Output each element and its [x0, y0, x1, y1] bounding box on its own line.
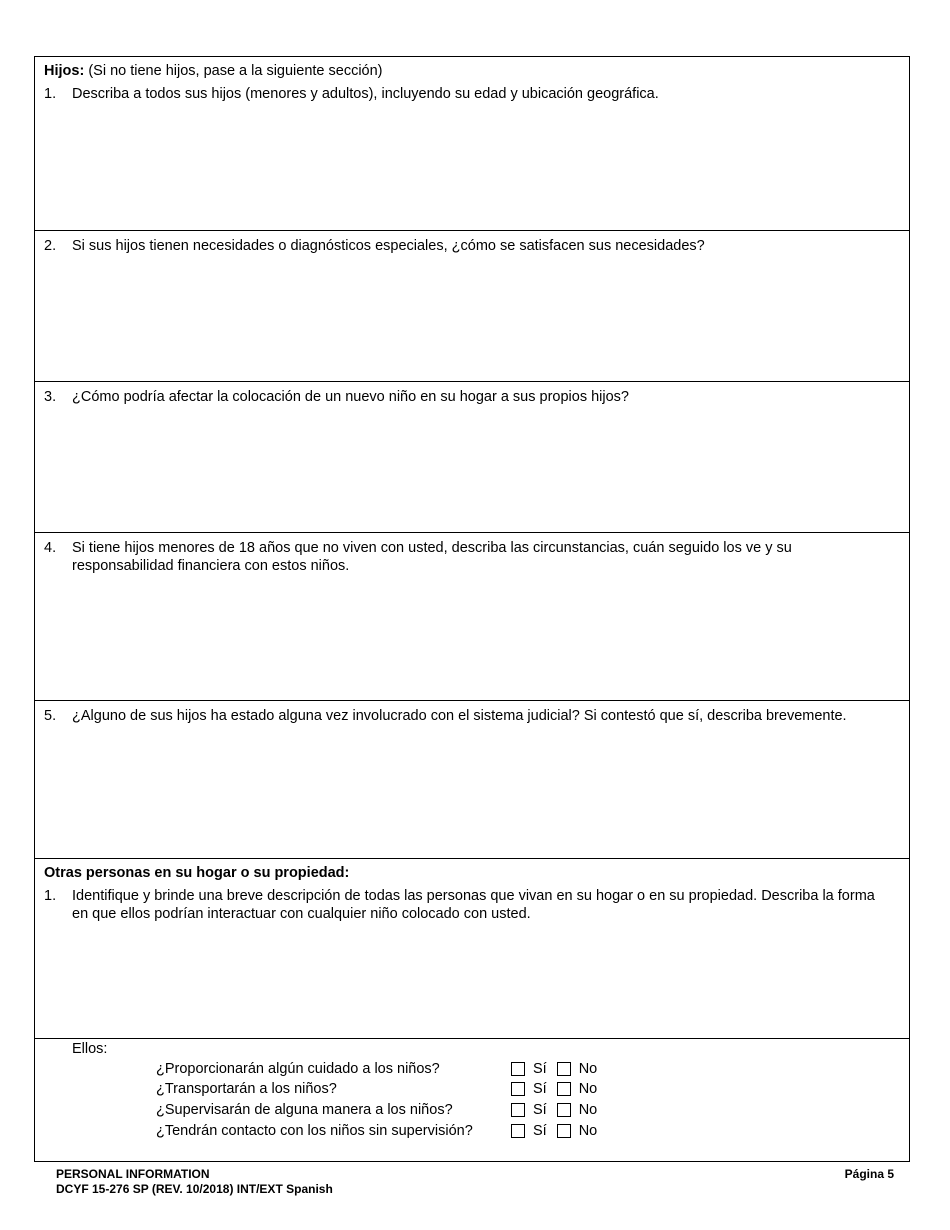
- yes-label: Sí: [533, 1102, 547, 1118]
- footer-form-id: DCYF 15-276 SP (REV. 10/2018) INT/EXT Spanish: [56, 1182, 333, 1196]
- yes-checkbox[interactable]: [511, 1062, 525, 1076]
- household-checks-section: [35, 1039, 909, 1163]
- children-heading-note: (Si no tiene hijos, pase a la siguiente sección): [88, 63, 383, 79]
- check-question: ¿Transportarán a los niños?: [156, 1081, 337, 1097]
- check-question: ¿Proporcionarán algún cuidado a los niños?: [156, 1061, 440, 1077]
- question-text: Si tiene hijos menores de 18 años que no viven con usted, describa las circunstancias, cuán seguido los ve y su responsabilidad financiera con estos niños.: [72, 540, 792, 574]
- yes-checkbox[interactable]: [511, 1082, 525, 1096]
- footer-form-info: [56, 1167, 333, 1197]
- children-q3-section[interactable]: [35, 382, 909, 533]
- yes-label: Sí: [533, 1081, 547, 1097]
- check-row-unsupervised-contact: [156, 1121, 597, 1141]
- check-question: ¿Tendrán contacto con los niños sin supervisión?: [156, 1123, 473, 1139]
- check-row-supervise: [156, 1100, 597, 1120]
- household-heading: Otras personas en su hogar o su propiedad:: [44, 865, 350, 881]
- question-text: Describa a todos sus hijos (menores y adultos), incluyendo su edad y ubicación geográfica.: [72, 86, 659, 102]
- question-text: Identifique y brinde una breve descripción de todas las personas que vivan en su hogar o en su propiedad. Describa la forma en que ellos podrían interactuar con cualquier niño colocado con usted.: [72, 888, 875, 922]
- question-text: ¿Cómo podría afectar la colocación de un nuevo niño en su hogar a sus propios hijos?: [72, 389, 629, 405]
- check-row-care: [156, 1059, 597, 1079]
- no-checkbox[interactable]: [557, 1103, 571, 1117]
- question-2: [44, 237, 891, 255]
- question-number: 5.: [44, 708, 57, 724]
- no-checkbox[interactable]: [557, 1082, 571, 1096]
- children-q1-section[interactable]: [35, 57, 909, 231]
- children-heading: [44, 63, 383, 79]
- question-number: 4.: [44, 540, 57, 556]
- household-question-1: [44, 887, 891, 923]
- check-row-transport: [156, 1079, 597, 1099]
- question-number: 2.: [44, 238, 57, 254]
- page-number: Página 5: [844, 1167, 894, 1181]
- ellos-label: Ellos:: [72, 1041, 108, 1057]
- no-label: No: [578, 1123, 598, 1139]
- question-number: 1.: [44, 86, 57, 102]
- question-text: ¿Alguno de sus hijos ha estado alguna vez involucrado con el sistema judicial? Si contestó que sí, describa brevemente.: [72, 708, 847, 724]
- no-checkbox[interactable]: [557, 1062, 571, 1076]
- yes-checkbox[interactable]: [511, 1124, 525, 1138]
- form-page: [34, 56, 910, 1162]
- check-question: ¿Supervisarán de alguna manera a los niños?: [156, 1102, 453, 1118]
- question-1: [44, 85, 891, 103]
- yes-label: Sí: [533, 1061, 547, 1077]
- question-number: 1.: [44, 888, 57, 904]
- children-q5-section[interactable]: [35, 701, 909, 859]
- footer-title: PERSONAL INFORMATION: [56, 1167, 210, 1181]
- no-label: No: [578, 1081, 598, 1097]
- children-q2-section[interactable]: [35, 231, 909, 382]
- question-3: [44, 388, 891, 406]
- no-label: No: [578, 1061, 598, 1077]
- no-checkbox[interactable]: [557, 1124, 571, 1138]
- children-q4-section[interactable]: [35, 533, 909, 701]
- question-text: Si sus hijos tienen necesidades o diagnósticos especiales, ¿cómo se satisfacen sus necesidades?: [72, 238, 705, 254]
- question-5: [44, 707, 891, 725]
- question-4: [44, 539, 891, 575]
- yes-label: Sí: [533, 1123, 547, 1139]
- household-q1-section[interactable]: [35, 859, 909, 1039]
- children-heading-label: Hijos:: [44, 63, 85, 79]
- question-number: 3.: [44, 389, 57, 405]
- no-label: No: [578, 1102, 598, 1118]
- yes-checkbox[interactable]: [511, 1103, 525, 1117]
